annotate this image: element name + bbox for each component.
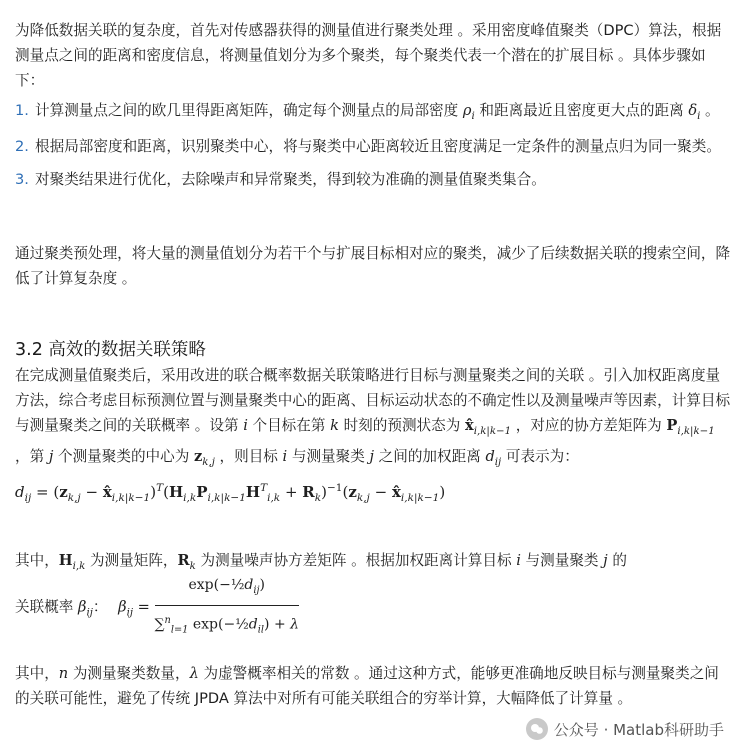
summary-paragraph: 通过聚类预处理，将大量的测量值划分为若干个与扩展目标相对应的聚类，减少了后续数据关联的搜索空间，降低了计算复杂度 。: [15, 245, 731, 287]
list-item: 3. 对聚类结果进行优化，去除噪声和异常聚类，得到较为准确的测量值聚类集合。: [15, 167, 731, 192]
probability-paragraph: 其中，$H_{i,k}$ 为测量矩阵，$R_k$ 为测量噪声协方差矩阵 。根据加权距离计算目标 i 与测量聚类 j 的: [15, 552, 627, 572]
probability-equation: $\beta_{ij}$ = $\frac{\exp(-\frac{1}{2}d_{ij})}{\sum^n_{l=1} \exp(-\frac{1}{2}d_{il}) + \lambda}$: [118, 573, 299, 642]
list-number: 3.: [15, 170, 29, 188]
section-heading: 3.2 高效的数据关联策略: [15, 339, 206, 360]
association-paragraph: 在完成测量值聚类后，采用改进的联合概率数据关联策略进行目标与测量聚类之间的关联 。引入加权距离度量方法，综合考虑目标预测位置与测量聚类中心的距离、目标运动状态的不确定性以及测量噪声等因素，计算目标与测量聚类之间的关联概率 。设第 i 个目标在第 k 时刻的预测状态为 $x̂_{i,k|k-1}$ ，对应的协方差矩阵为 $P_{i,k|k-1}$ ，第 j 个测量聚类的中心为 $z_{k,j}$ ，则目标 i 与测量聚类 j 之间的加权距离 $d_{ij}$ 可表示为：: [15, 367, 731, 468]
intro-paragraph: 为降低数据关联的复杂度，首先对传感器获得的测量值进行聚类处理 。采用密度峰值聚类（DPC）算法，根据测量点之间的距离和密度信息，将测量值划分为多个聚类，每个聚类代表一个潜在的扩展目标 。具体步骤如下：: [15, 22, 722, 89]
steps-list: [15, 98, 731, 192]
probability-line: 关联概率 $\beta_{ij}$： $\beta_{ij}$ = $\frac{\exp(-\frac{1}{2}d_{ij})}{\sum^n_{l=1} \exp(-\frac{1}{2}d_{il}) + \lambda}$: [15, 573, 299, 642]
conclusion-paragraph: 其中，n 为测量聚类数量，λ 为虚警概率相关的常数 。通过这种方式，能够更准确地反映目标与测量聚类之间的关联可能性，避免了传统 JPDA 算法中对所有可能关联组合的穷举计算，大幅降低了计算量 。: [15, 665, 719, 707]
list-item: 1. 计算测量点之间的欧几里得距离矩阵，确定每个测量点的局部密度 $\rho_i$ 和距离最近且密度更大点的距离 $\delta_i$ 。: [15, 98, 731, 129]
watermark-text: 公众号 · Matlab科研助手: [553, 720, 724, 739]
list-number: 1.: [15, 102, 29, 119]
list-item: 2. 根据局部密度和距离，识别聚类中心，将与聚类中心距离较近且密度满足一定条件的测量点归为同一聚类。: [15, 134, 731, 159]
wechat-icon: [526, 718, 548, 740]
list-number: 2.: [15, 137, 29, 155]
watermark: [526, 718, 724, 740]
distance-equation: $d_{ij} = (z_{k,j}$ − $x̂_{i,k|k-1})^T(H_{i,k}P_{i,k|k-1}H^T_{i,k} + R_k)^{-1}(z_{k,j}$ − $x̂_{i,k|k-1}$): [15, 482, 446, 504]
